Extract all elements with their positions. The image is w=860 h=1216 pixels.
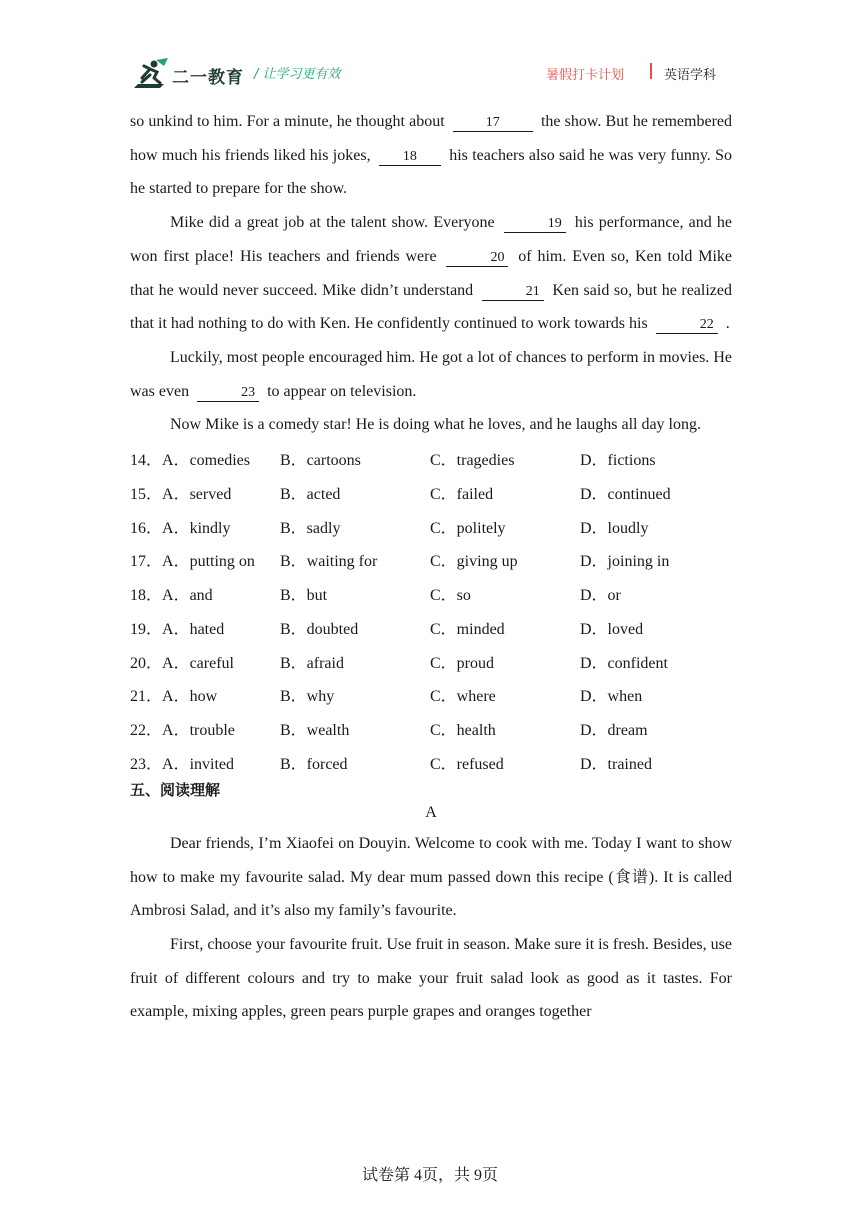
passage-text: his performance, and he won first place! His teachers and friends were: [130, 214, 732, 265]
option-a: A．how: [162, 688, 218, 706]
part-label: A: [425, 803, 437, 821]
logo: [130, 58, 244, 92]
option-b: B．doubted: [280, 620, 359, 638]
question-number: 19．: [130, 620, 163, 638]
option-a: A．careful: [162, 654, 234, 672]
passage-text: Luckily, most people encouraged him. He got a lot of chances to perform in movies. He was even: [130, 348, 732, 400]
question-number: 21．: [130, 688, 163, 706]
option-a: A．comedies: [162, 452, 250, 470]
option-c: C．tragedies: [430, 452, 515, 470]
section-heading: 五、阅读理解: [130, 780, 221, 799]
blank-18: 18: [379, 148, 441, 166]
passage-paragraph-1: [130, 105, 732, 206]
page-footer: 试卷第 4页，共 9页: [361, 1167, 498, 1184]
option-d: D．trained: [580, 755, 652, 773]
reading-paragraph-2: First, choose your favourite fruit. Use fruit in season. Make sure it is fresh. Besides, use fruit of different colours and try to make your fruit salad look as good as it tastes. For example, mixing apples, green pears purple grapes and oranges together: [130, 936, 732, 1021]
blank-20: 20: [446, 249, 508, 267]
question-row: [130, 543, 732, 577]
question-row: [130, 476, 732, 510]
options-list: [130, 442, 732, 779]
page-header: [0, 0, 860, 100]
question-number: 17．: [130, 553, 163, 571]
option-d: D．loudly: [580, 519, 649, 537]
option-d: D．continued: [580, 486, 671, 504]
option-d: D．fictions: [580, 452, 656, 470]
option-b: B．but: [280, 587, 328, 605]
question-number: 22．: [130, 721, 163, 739]
option-d: D．joining in: [580, 553, 670, 571]
blank-23: 23: [197, 384, 259, 402]
brand-name: 二一教育: [172, 67, 244, 88]
question-row: [130, 577, 732, 611]
question-number: 16．: [130, 519, 163, 537]
option-b: B．acted: [280, 486, 341, 504]
passage-paragraph-3: [130, 341, 732, 408]
option-a: A．trouble: [162, 721, 235, 739]
option-c: C．refused: [430, 755, 504, 773]
option-b: B．afraid: [280, 654, 344, 672]
worksheet-content: [130, 105, 732, 1029]
reading-paragraph-1: Dear friends, I’m Xiaofei on Douyin. Welcome to cook with me. Today I want to show how to make my favourite salad. My dear mum passed down this recipe (食谱). It is called Ambrosi Salad, and it’s also my family’s favourite.: [130, 834, 732, 920]
question-row: [130, 509, 732, 543]
blank-21: 21: [482, 283, 544, 301]
option-a: A．putting on: [162, 553, 255, 571]
passage-text: his teachers also said he was very funny. So he started to prepare for the show.: [130, 146, 732, 198]
option-b: B．cartoons: [280, 452, 361, 470]
option-b: B．why: [280, 688, 335, 706]
option-a: A．invited: [162, 755, 235, 773]
question-number: 20．: [130, 654, 163, 672]
blank-19: 19: [504, 215, 566, 233]
passage-paragraph-4: Now Mike is a comedy star! He is doing what he loves, and he laughs all day long.: [170, 416, 701, 434]
question-row: [130, 610, 732, 644]
question-number: 14．: [130, 452, 163, 470]
passage-text: so unkind to him. For a minute, he thought about: [130, 113, 449, 130]
option-a: A．hated: [162, 620, 225, 638]
question-row: [130, 678, 732, 712]
option-d: D．dream: [580, 721, 648, 739]
blank-17: 17: [453, 114, 533, 132]
option-c: C．so: [430, 587, 471, 605]
blank-22: 22: [656, 316, 718, 334]
passage-text: of him. Even so, Ken told Mike that he would never succeed. Mike didn’t understand: [130, 247, 733, 299]
header-divider: [650, 63, 652, 79]
runner-logo-icon: [130, 58, 170, 92]
passage-text: the show. But he remembered how much his friends liked his jokes,: [130, 113, 732, 164]
slogan: / 让学习更有效: [254, 67, 341, 82]
option-c: C．proud: [430, 654, 495, 672]
option-d: D．when: [580, 688, 643, 706]
question-row: [130, 745, 732, 779]
option-c: C．giving up: [430, 553, 518, 571]
question-number: 18．: [130, 587, 163, 605]
campaign-label: 暑假打卡计划: [546, 68, 625, 83]
option-a: A．and: [162, 587, 213, 605]
passage-text: Mike did a great job at the talent show. Everyone: [170, 214, 500, 232]
passage-text: .: [721, 315, 730, 333]
subject-label: 英语学科: [664, 68, 717, 83]
option-d: D．or: [580, 587, 621, 605]
passage-paragraph-2: [130, 206, 732, 341]
option-d: D．confident: [580, 654, 668, 672]
option-d: D．loved: [580, 620, 644, 638]
option-c: C．minded: [430, 620, 505, 638]
option-c: C．where: [430, 688, 496, 706]
question-row: [130, 712, 732, 746]
option-c: C．politely: [430, 519, 506, 537]
option-a: A．served: [162, 486, 232, 504]
option-c: C．failed: [430, 486, 494, 504]
passage-text: Ken said so, but he realized that it had nothing to do with Ken. He confidently continued to work towards his: [130, 281, 733, 333]
option-c: C．health: [430, 721, 496, 739]
option-b: B．forced: [280, 755, 348, 773]
question-number: 23．: [130, 755, 163, 773]
question-row: [130, 442, 732, 476]
option-b: B．wealth: [280, 721, 350, 739]
option-b: B．sadly: [280, 519, 341, 537]
passage-text: to appear on television.: [263, 382, 417, 400]
option-a: A．kindly: [162, 519, 231, 537]
question-row: [130, 644, 732, 678]
question-number: 15．: [130, 486, 163, 504]
option-b: B．waiting for: [280, 553, 378, 571]
